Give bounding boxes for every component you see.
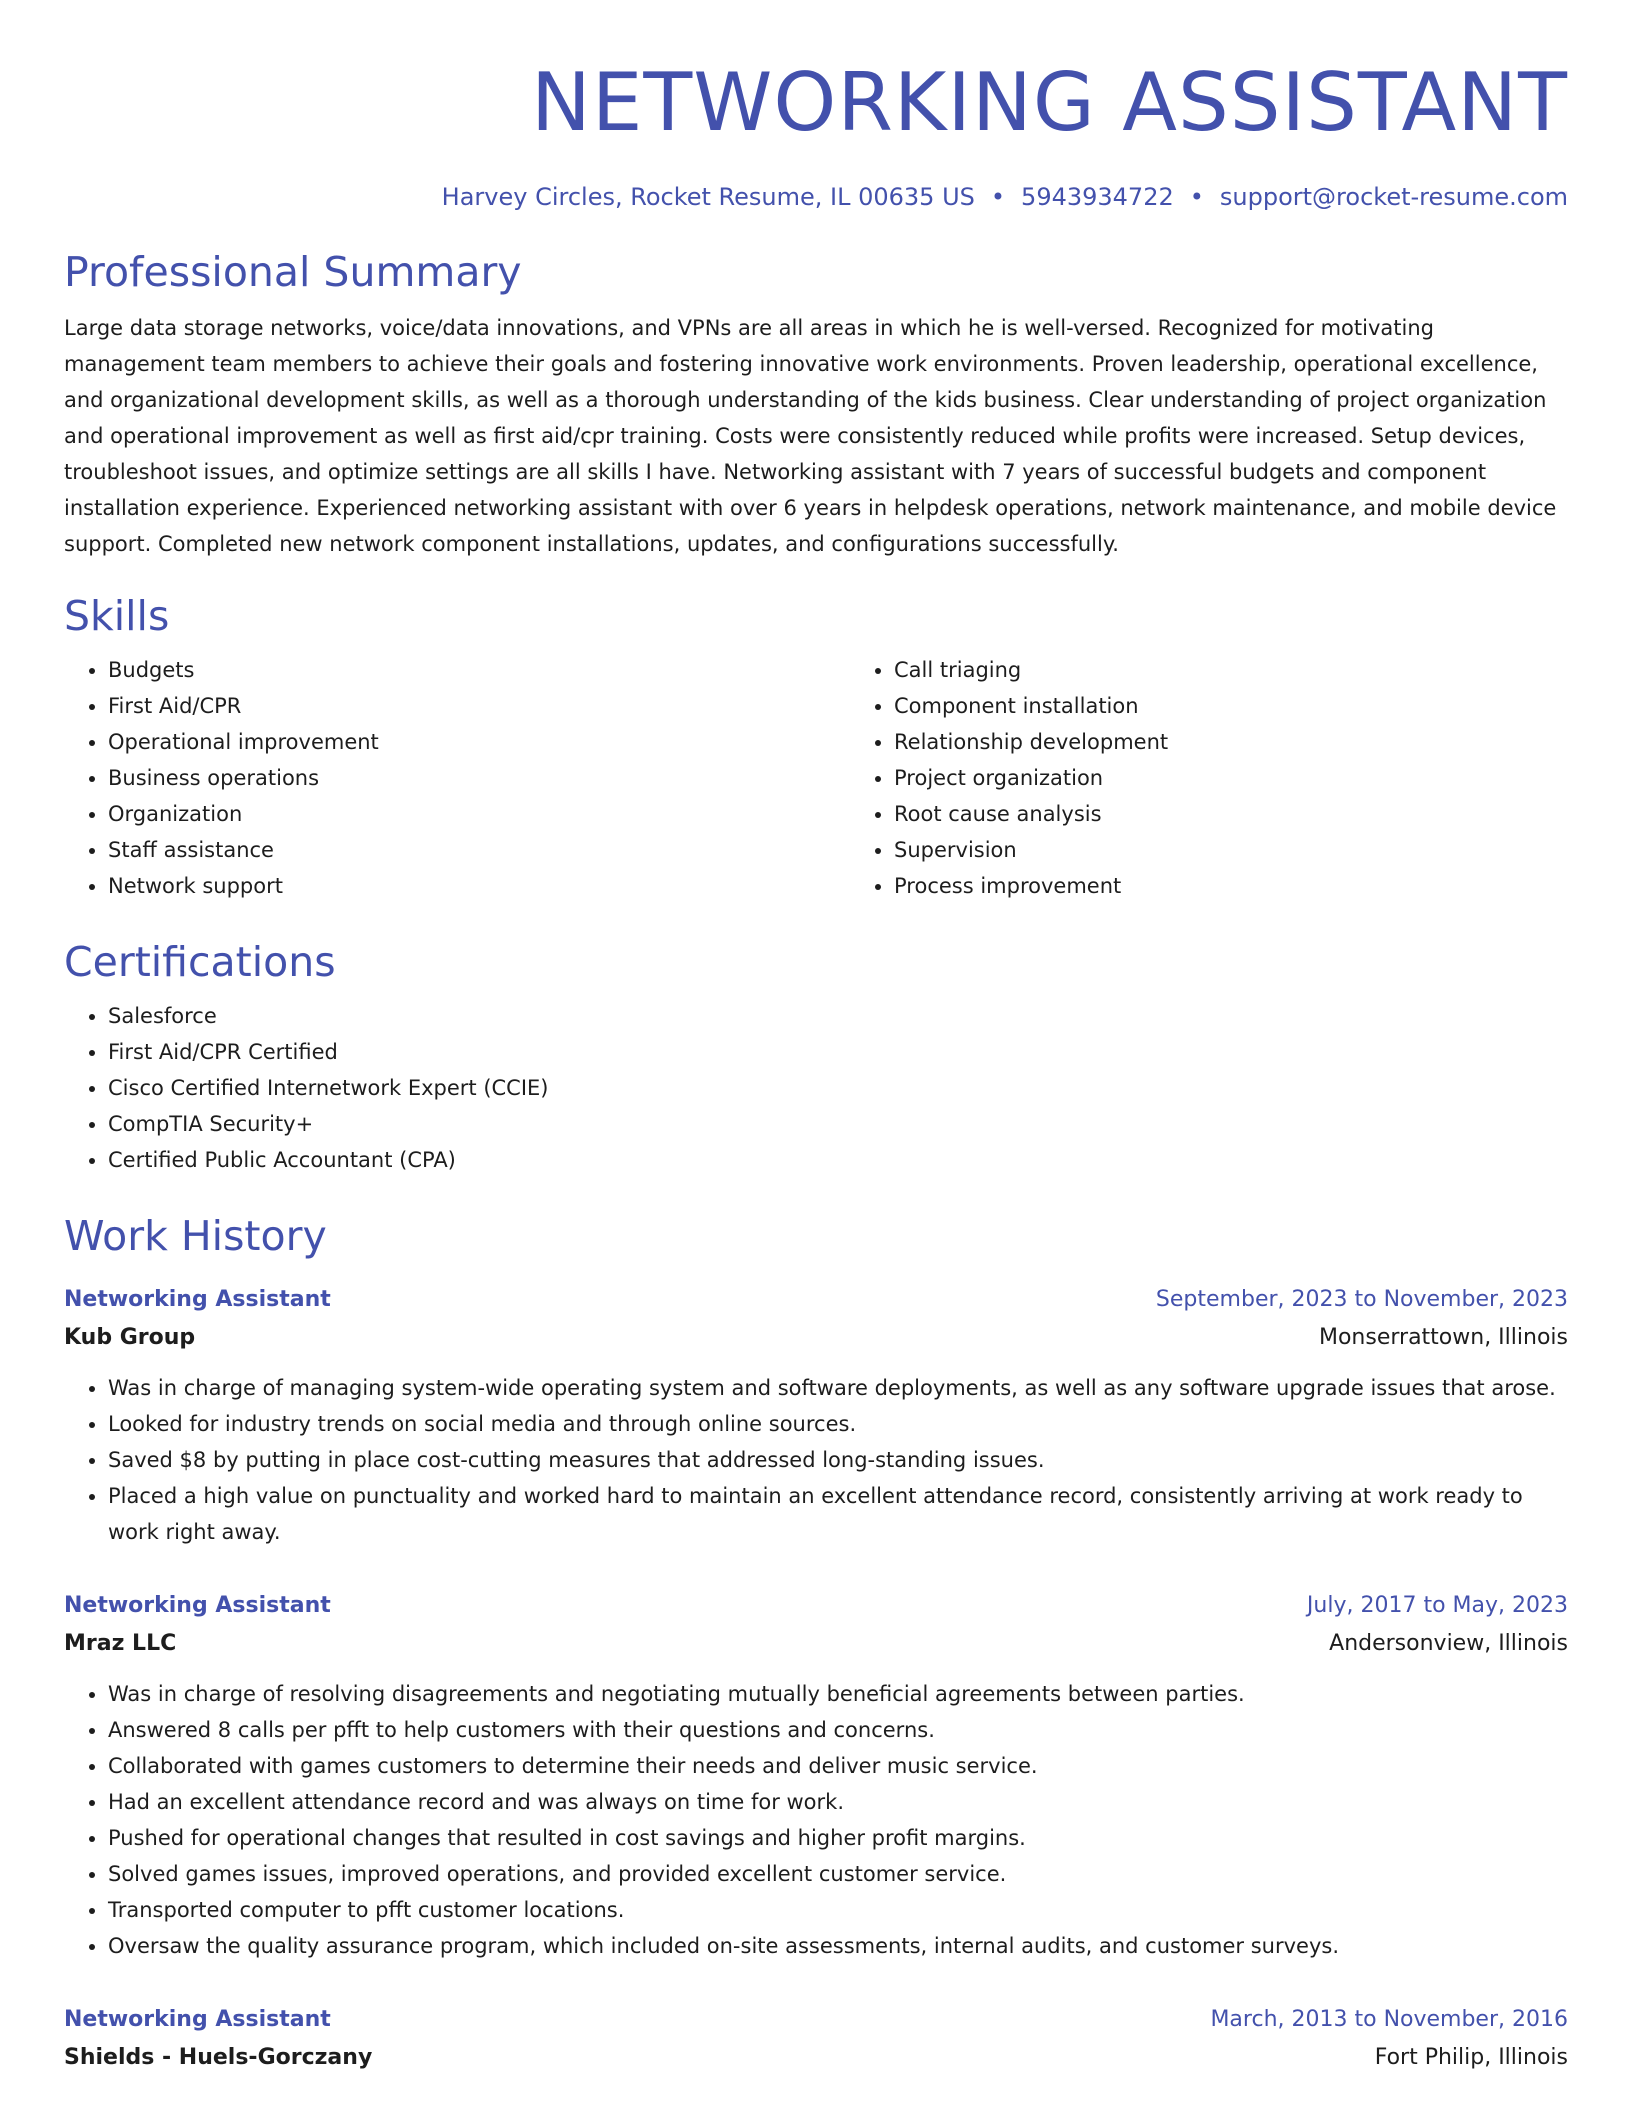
list-item: • Root cause analysis (894, 796, 1632, 832)
job-location: Fort Philip, Illinois (1374, 2045, 1568, 2070)
list-item: • Answered 8 calls per pfft to help customers with their questions and concerns. (108, 1712, 1568, 1748)
list-item: • Project organization (894, 760, 1632, 796)
list-item: • Solved games issues, improved operations, and provided excellent customer service. (108, 1856, 1568, 1892)
list-item: • Was in charge of resolving disagreements and negotiating mutually beneficial agreements between parties. (108, 1676, 1568, 1712)
job-entry (64, 2002, 1568, 2078)
certifications-heading: Certifications (64, 938, 336, 986)
list-item: • Pushed for operational changes that resulted in cost savings and higher profit margins. (108, 1820, 1568, 1856)
certifications-list (64, 998, 1568, 1178)
list-item: • Network support (108, 868, 850, 904)
job-bullets (64, 1370, 1568, 1550)
list-item: • Looked for industry trends on social media and through online sources. (108, 1406, 1568, 1442)
list-item: • Relationship development (894, 724, 1632, 760)
job-entry (64, 1588, 1568, 1964)
list-item: • Certified Public Accountant (CPA) (108, 1142, 1568, 1178)
list-item: • Saved $8 by putting in place cost-cutting measures that addressed long-standing issues. (108, 1442, 1568, 1478)
list-item: • Had an excellent attendance record and was always on time for work. (108, 1784, 1568, 1820)
list-item: • Was in charge of managing system-wide operating system and software deployments, as well as any software upgrade issues that arose. (108, 1370, 1568, 1406)
job-entry (64, 1282, 1568, 1550)
list-item: • Call triaging (894, 652, 1632, 688)
work-history-heading: Work History (64, 1212, 327, 1260)
list-item: • Transported computer to pfft customer locations. (108, 1892, 1568, 1928)
job-bullets (64, 1676, 1568, 1964)
contact-separator: • (1189, 183, 1204, 211)
list-item: • Operational improvement (108, 724, 850, 760)
job-dates: September, 2023 to November, 2023 (1155, 1287, 1568, 1312)
list-item: • Budgets (108, 652, 850, 688)
list-item: • Component installation (894, 688, 1632, 724)
job-dates: March, 2013 to November, 2016 (1210, 2007, 1568, 2032)
list-item: • CompTIA Security+ (108, 1106, 1568, 1142)
list-item: • First Aid/CPR (108, 688, 850, 724)
list-item: • Supervision (894, 832, 1632, 868)
skills-list-left (64, 652, 850, 904)
contact-separator: • (990, 183, 1006, 211)
contact-email: support@rocket-resume.com (1219, 183, 1568, 211)
list-item: • First Aid/CPR Certified (108, 1034, 1568, 1070)
list-item: • Process improvement (894, 868, 1632, 904)
resume-name: NETWORKING ASSISTANT (531, 56, 1568, 149)
skills-columns (64, 652, 1568, 904)
list-item: • Organization (108, 796, 850, 832)
job-dates: July, 2017 to May, 2023 (1306, 1593, 1568, 1618)
list-item: • Salesforce (108, 998, 1568, 1034)
skills-list-right (850, 652, 1632, 904)
summary-text: Large data storage networks, voice/data innovations, and VPNs are all areas in which he is well-versed. Recognized for motivating management team members to achieve their goals and fostering innovative work environments. Proven leadership, operational excellence, and organizational development skills, as well as a thorough understanding of the kids business. Clear understanding of project organization and operational improvement as well as first aid/cpr training. Costs were consistently reduced while profits were increased. Setup devices, troubleshoot issues, and optimize settings are all skills I have. Networking assistant with 7 years of successful budgets and component installation experience. Experienced networking assistant with over 6 years in helpdesk operations, network maintenance, and mobile device support. Completed new network component installations, updates, and configurations successfully. (64, 316, 1557, 556)
job-company: Shields - Huels-Gorczany (64, 2045, 373, 2070)
list-item: • Placed a high value on punctuality and worked hard to maintain an excellent attendance record, consistently arriving at work ready to work right away. (108, 1478, 1568, 1550)
contact-line (64, 180, 1568, 214)
list-item: • Collaborated with games customers to determine their needs and deliver music service. (108, 1748, 1568, 1784)
summary-heading: Professional Summary (64, 248, 522, 296)
contact-phone: 5943934722 (1021, 183, 1174, 211)
list-item: • Cisco Certified Internetwork Expert (CCIE) (108, 1070, 1568, 1106)
job-company: Mraz LLC (64, 1631, 177, 1656)
job-title: Networking Assistant (64, 1287, 331, 1312)
job-location: Andersonview, Illinois (1329, 1631, 1568, 1656)
skills-heading: Skills (64, 592, 170, 640)
contact-address: Harvey Circles, Rocket Resume, IL 00635 US (441, 183, 975, 211)
list-item: • Business operations (108, 760, 850, 796)
list-item: • Oversaw the quality assurance program, which included on-site assessments, internal audits, and customer surveys. (108, 1928, 1568, 1964)
resume-page (64, 0, 1568, 2078)
job-title: Networking Assistant (64, 1593, 331, 1618)
job-company: Kub Group (64, 1325, 196, 1350)
job-title: Networking Assistant (64, 2007, 331, 2032)
job-location: Monserrattown, Illinois (1318, 1325, 1568, 1350)
list-item: • Staff assistance (108, 832, 850, 868)
